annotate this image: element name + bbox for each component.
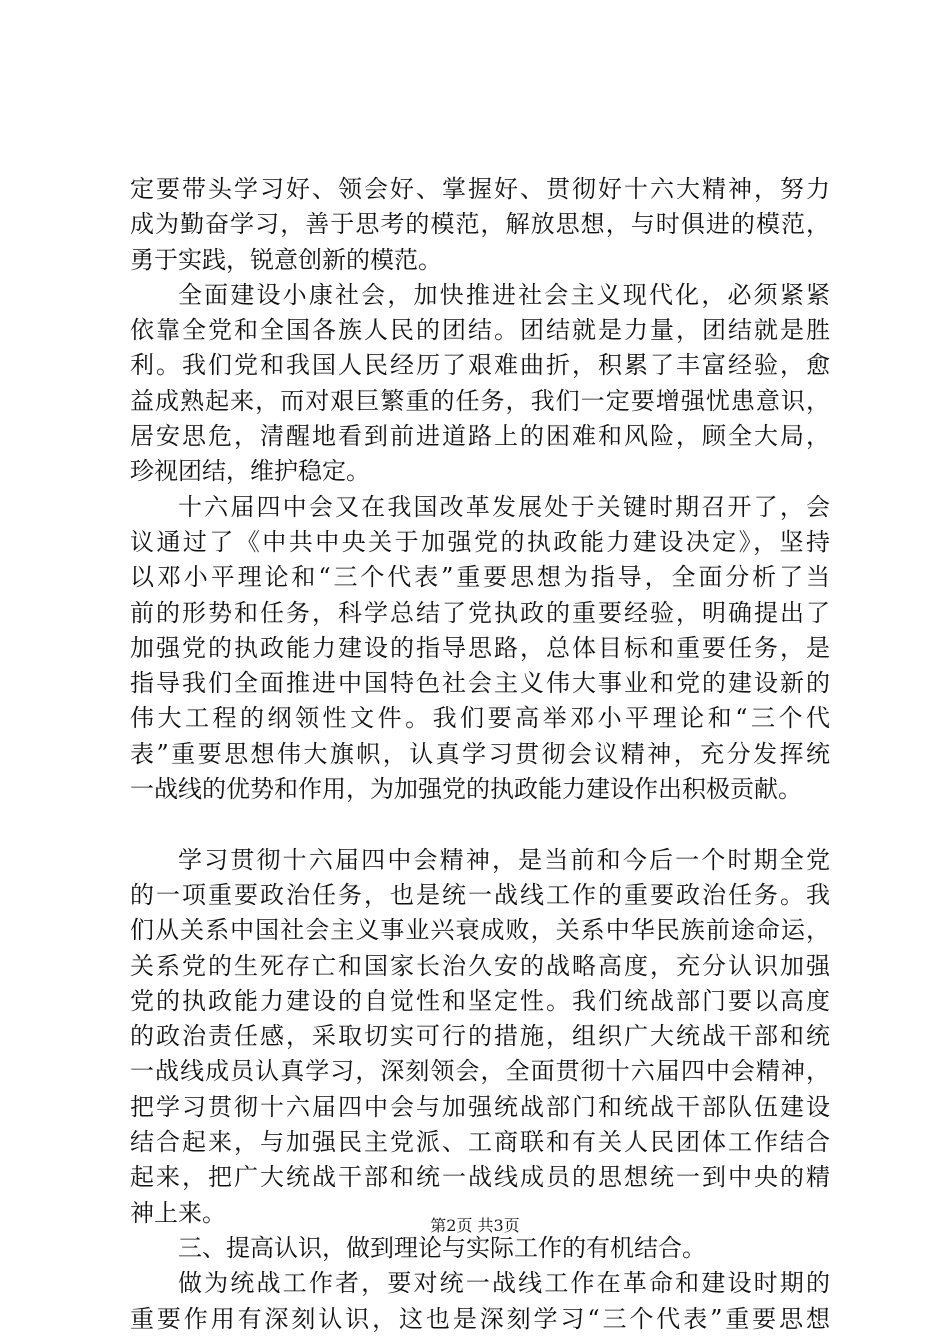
text-line: 伟大工程的纲领性文件。我们要高举邓小平理论和“三个代 — [130, 704, 830, 733]
text-line: 珍视团结，维护稳定。 — [130, 457, 370, 486]
text-line: 的政治责任感，采取切实可行的措施，组织广大统战干部和统 — [130, 1022, 830, 1051]
text-line: 表”重要思想伟大旗帜，认真学习贯彻会议精神，充分发挥统 — [130, 739, 830, 768]
text-line: 全面建设小康社会，加快推进社会主义现代化，必须紧紧 — [178, 280, 830, 309]
text-line: 神上来。 — [130, 1198, 226, 1227]
text-line: 定要带头学习好、领会好、掌握好、贯彻好十六大精神，努力 — [130, 175, 830, 203]
text-line: 勇于实践，锐意创新的模范。 — [130, 245, 442, 274]
text-line: 党的执政能力建设的自觉性和坚定性。我们统战部门要以高度 — [130, 986, 830, 1015]
page-footer: 第2页 共3页 — [430, 1216, 520, 1235]
paragraph-gap — [130, 807, 830, 842]
document-body — [130, 172, 830, 1337]
text-line: 前的形势和任务，科学总结了党执政的重要经验，明确提出了 — [130, 598, 830, 627]
text-line: 三、提高认识，做到理论与实际工作的有机结合。 — [178, 1233, 706, 1262]
text-line: 一战线的优势和作用，为加强党的执政能力建设作出积极贡献。 — [130, 775, 802, 804]
text-line: 议通过了《中共中央关于加强党的执政能力建设决定》，坚持 — [130, 527, 830, 556]
text-line: 的一项重要政治任务，也是统一战线工作的重要政治任务。我 — [130, 880, 830, 909]
text-line: 十六届四中会又在我国改革发展处于关键时期召开了，会 — [178, 492, 830, 521]
text-line: 益成熟起来，而对艰巨繁重的任务，我们一定要增强忧患意识， — [130, 386, 830, 415]
text-line: 依靠全党和全国各族人民的团结。团结就是力量，团结就是胜 — [130, 316, 830, 345]
text-line: 学习贯彻十六届四中会精神，是当前和今后一个时期全党 — [178, 845, 830, 874]
text-line: 利。我们党和我国人民经历了艰难曲折，积累了丰富经验，愈 — [130, 351, 830, 380]
text-line: 加强党的执政能力建设的指导思路，总体目标和重要任务，是 — [130, 633, 830, 662]
text-line: 一战线成员认真学习，深刻领会，全面贯彻十六届四中会精神， — [130, 1057, 830, 1086]
text-line: 把学习贯彻十六届四中会与加强统战部门和统战干部队伍建设 — [130, 1092, 830, 1121]
text-line: 以邓小平理论和“三个代表”重要思想为指导，全面分析了当 — [130, 563, 830, 592]
text-line: 指导我们全面推进中国特色社会主义伟大事业和党的建设新的 — [130, 669, 830, 698]
text-line: 居安思危，清醒地看到前进道路上的困难和风险，顾全大局， — [130, 422, 830, 451]
text-line: 重要作用有深刻认识，这也是深刻学习“三个代表”重要思想 — [130, 1304, 830, 1333]
text-line: 做为统战工作者，要对统一战线工作在革命和建设时期的 — [178, 1269, 830, 1298]
text-line: 起来，把广大统战干部和统一战线成员的思想统一到中央的精 — [130, 1163, 830, 1192]
text-line: 结合起来，与加强民主党派、工商联和有关人民团体工作结合 — [130, 1128, 830, 1157]
text-line: 成为勤奋学习，善于思考的模范，解放思想，与时俱进的模范， — [130, 210, 830, 239]
text-line: 们从关系中国社会主义事业兴衰成败，关系中华民族前途命运， — [130, 916, 830, 945]
text-line: 关系党的生死存亡和国家长治久安的战略高度，充分认识加强 — [130, 951, 830, 980]
